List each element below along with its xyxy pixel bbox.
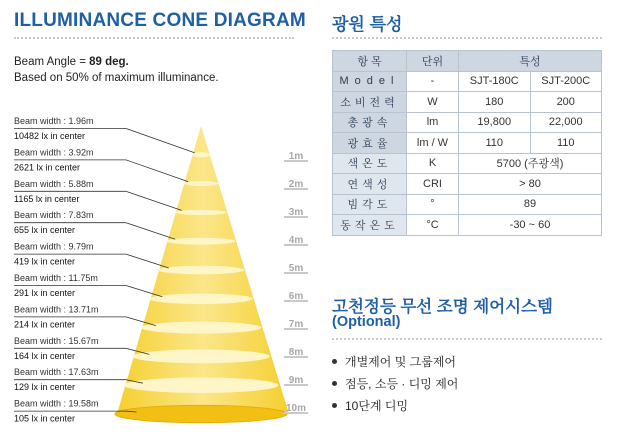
row-label: 연색성 bbox=[333, 174, 407, 195]
feature-text: 개별제어 및 그룹제어 bbox=[345, 354, 456, 369]
beam-width-label: Beam width : 7.83m bbox=[14, 210, 94, 221]
distance-label: 6m bbox=[288, 291, 304, 302]
cone-level-ellipse bbox=[149, 294, 252, 304]
distance-label: 7m bbox=[288, 319, 304, 330]
row-label: 소비전력 bbox=[333, 92, 407, 113]
cone-diagram-title: ILLUMINANCE CONE DIAGRAM bbox=[14, 10, 306, 31]
row-value-b: 110 bbox=[530, 133, 602, 154]
center-lux-label: 655 lx in center bbox=[14, 225, 76, 236]
spec-header-row bbox=[333, 51, 602, 72]
bullet-icon bbox=[332, 359, 337, 364]
row-value-b: 22,000 bbox=[530, 112, 602, 133]
cone-level-ellipse bbox=[184, 181, 218, 186]
spec-dotted-divider bbox=[332, 37, 602, 39]
row-value-a: 110 bbox=[459, 133, 531, 154]
row-value-b: SJT-200C bbox=[530, 71, 602, 92]
row-unit: ° bbox=[407, 194, 459, 215]
beam-basis-text: Based on 50% of maximum illuminance. bbox=[14, 72, 219, 84]
center-lux-label: 1165 lx in center bbox=[14, 193, 80, 204]
row-label: 빔각도 bbox=[333, 194, 407, 215]
spec-row-flux bbox=[333, 112, 602, 133]
cone-level-ellipse bbox=[158, 266, 244, 275]
beam-width-label: Beam width : 9.79m bbox=[14, 241, 94, 252]
cone-level-ellipse bbox=[132, 350, 270, 364]
row-unit: lm bbox=[407, 112, 459, 133]
header-unit: 단위 bbox=[407, 51, 459, 72]
row-unit: lm / W bbox=[407, 133, 459, 154]
center-lux-label: 10482 lx in center bbox=[14, 131, 86, 141]
control-system-title: 고천정등 무선 조명 제어시스템 bbox=[332, 298, 553, 316]
feature-item bbox=[332, 350, 458, 372]
row-value-a: 19,800 bbox=[459, 112, 531, 133]
control-system-subtitle: (Optional) bbox=[332, 314, 401, 330]
row-value-merged: 5700 (주광색) bbox=[459, 153, 602, 174]
row-value-merged: > 80 bbox=[459, 174, 602, 195]
row-value-merged: -30 ~ 60 bbox=[459, 215, 602, 236]
center-lux-label: 291 lx in center bbox=[14, 288, 76, 298]
feature-item bbox=[332, 372, 458, 394]
cone-level-ellipse bbox=[175, 210, 227, 215]
beam-width-label: Beam width : 1.96m bbox=[14, 116, 94, 126]
distance-label: 3m bbox=[288, 207, 304, 218]
beam-angle-label: Beam Angle = bbox=[14, 56, 90, 68]
distance-label: 8m bbox=[288, 347, 304, 358]
row-label: 광효율 bbox=[333, 133, 407, 154]
header-item: 항 목 bbox=[333, 51, 407, 72]
row-value-b: 200 bbox=[530, 92, 602, 113]
beam-width-label: Beam width : 3.92m bbox=[14, 147, 94, 158]
spec-row-model bbox=[333, 71, 602, 92]
feature-list bbox=[332, 350, 458, 416]
bullet-icon bbox=[332, 403, 337, 408]
bullet-icon bbox=[332, 381, 337, 386]
row-unit: °C bbox=[407, 215, 459, 236]
spec-row-power bbox=[333, 92, 602, 113]
cone-level-ellipse bbox=[167, 238, 236, 245]
row-label: 총광속 bbox=[333, 112, 407, 133]
distance-label: 5m bbox=[288, 263, 304, 274]
beam-width-label: Beam width : 17.63m bbox=[14, 367, 99, 378]
beam-width-label: Beam width : 13.71m bbox=[14, 304, 99, 315]
center-lux-label: 419 lx in center bbox=[14, 256, 76, 267]
beam-width-label: Beam width : 5.88m bbox=[14, 178, 94, 189]
cone-level-ellipse bbox=[124, 377, 279, 392]
leader-line-diagonal bbox=[126, 223, 175, 240]
cone-level-ellipse bbox=[192, 152, 209, 157]
beam-width-label: Beam width : 15.67m bbox=[14, 335, 99, 346]
spec-row-color-temp bbox=[333, 153, 602, 174]
leader-line-diagonal bbox=[126, 191, 182, 210]
spec-row-operating-temp bbox=[333, 215, 602, 236]
row-label: Model bbox=[333, 71, 407, 92]
cone-level-ellipse bbox=[141, 322, 261, 334]
header-characteristic: 특성 bbox=[459, 51, 602, 72]
row-label: 동작온도 bbox=[333, 215, 407, 236]
row-unit: W bbox=[407, 92, 459, 113]
beam-width-label: Beam width : 11.75m bbox=[14, 273, 98, 283]
feature-text: 10단계 디밍 bbox=[345, 398, 409, 413]
row-unit: CRI bbox=[407, 174, 459, 195]
leader-line-diagonal bbox=[126, 160, 188, 182]
row-unit: - bbox=[407, 71, 459, 92]
row-unit: K bbox=[407, 153, 459, 174]
spec-row-efficacy bbox=[333, 133, 602, 154]
spec-row-cri bbox=[333, 174, 602, 195]
row-label: 색온도 bbox=[333, 153, 407, 174]
spec-row-beam-angle bbox=[333, 194, 602, 215]
distance-label: 1m bbox=[288, 151, 304, 162]
control-dotted-divider bbox=[332, 338, 602, 340]
distance-label: 10m bbox=[285, 403, 307, 414]
beam-angle-value: 89 deg. bbox=[89, 56, 129, 68]
center-lux-label: 129 lx in center bbox=[14, 382, 76, 393]
row-value-a: 180 bbox=[459, 92, 531, 113]
row-value-a: SJT-180C bbox=[459, 71, 531, 92]
cone-level-ellipse bbox=[115, 405, 287, 422]
center-lux-label: 105 lx in center bbox=[14, 413, 76, 424]
feature-item bbox=[332, 394, 458, 416]
center-lux-label: 214 lx in center bbox=[14, 319, 76, 330]
beam-width-label: Beam width : 19.58m bbox=[14, 398, 99, 409]
leader-line-diagonal bbox=[126, 129, 195, 153]
distance-label: 4m bbox=[288, 235, 304, 246]
center-lux-label: 2621 lx in center bbox=[14, 162, 81, 173]
distance-label: 2m bbox=[288, 179, 304, 190]
spec-title: 광원 특성 bbox=[332, 15, 403, 34]
center-lux-label: 164 lx in center bbox=[14, 350, 76, 361]
spec-table bbox=[332, 50, 602, 236]
row-value-merged: 89 bbox=[459, 194, 602, 215]
feature-text: 점등, 소등 · 디밍 제어 bbox=[345, 376, 459, 391]
distance-label: 9m bbox=[288, 375, 304, 386]
